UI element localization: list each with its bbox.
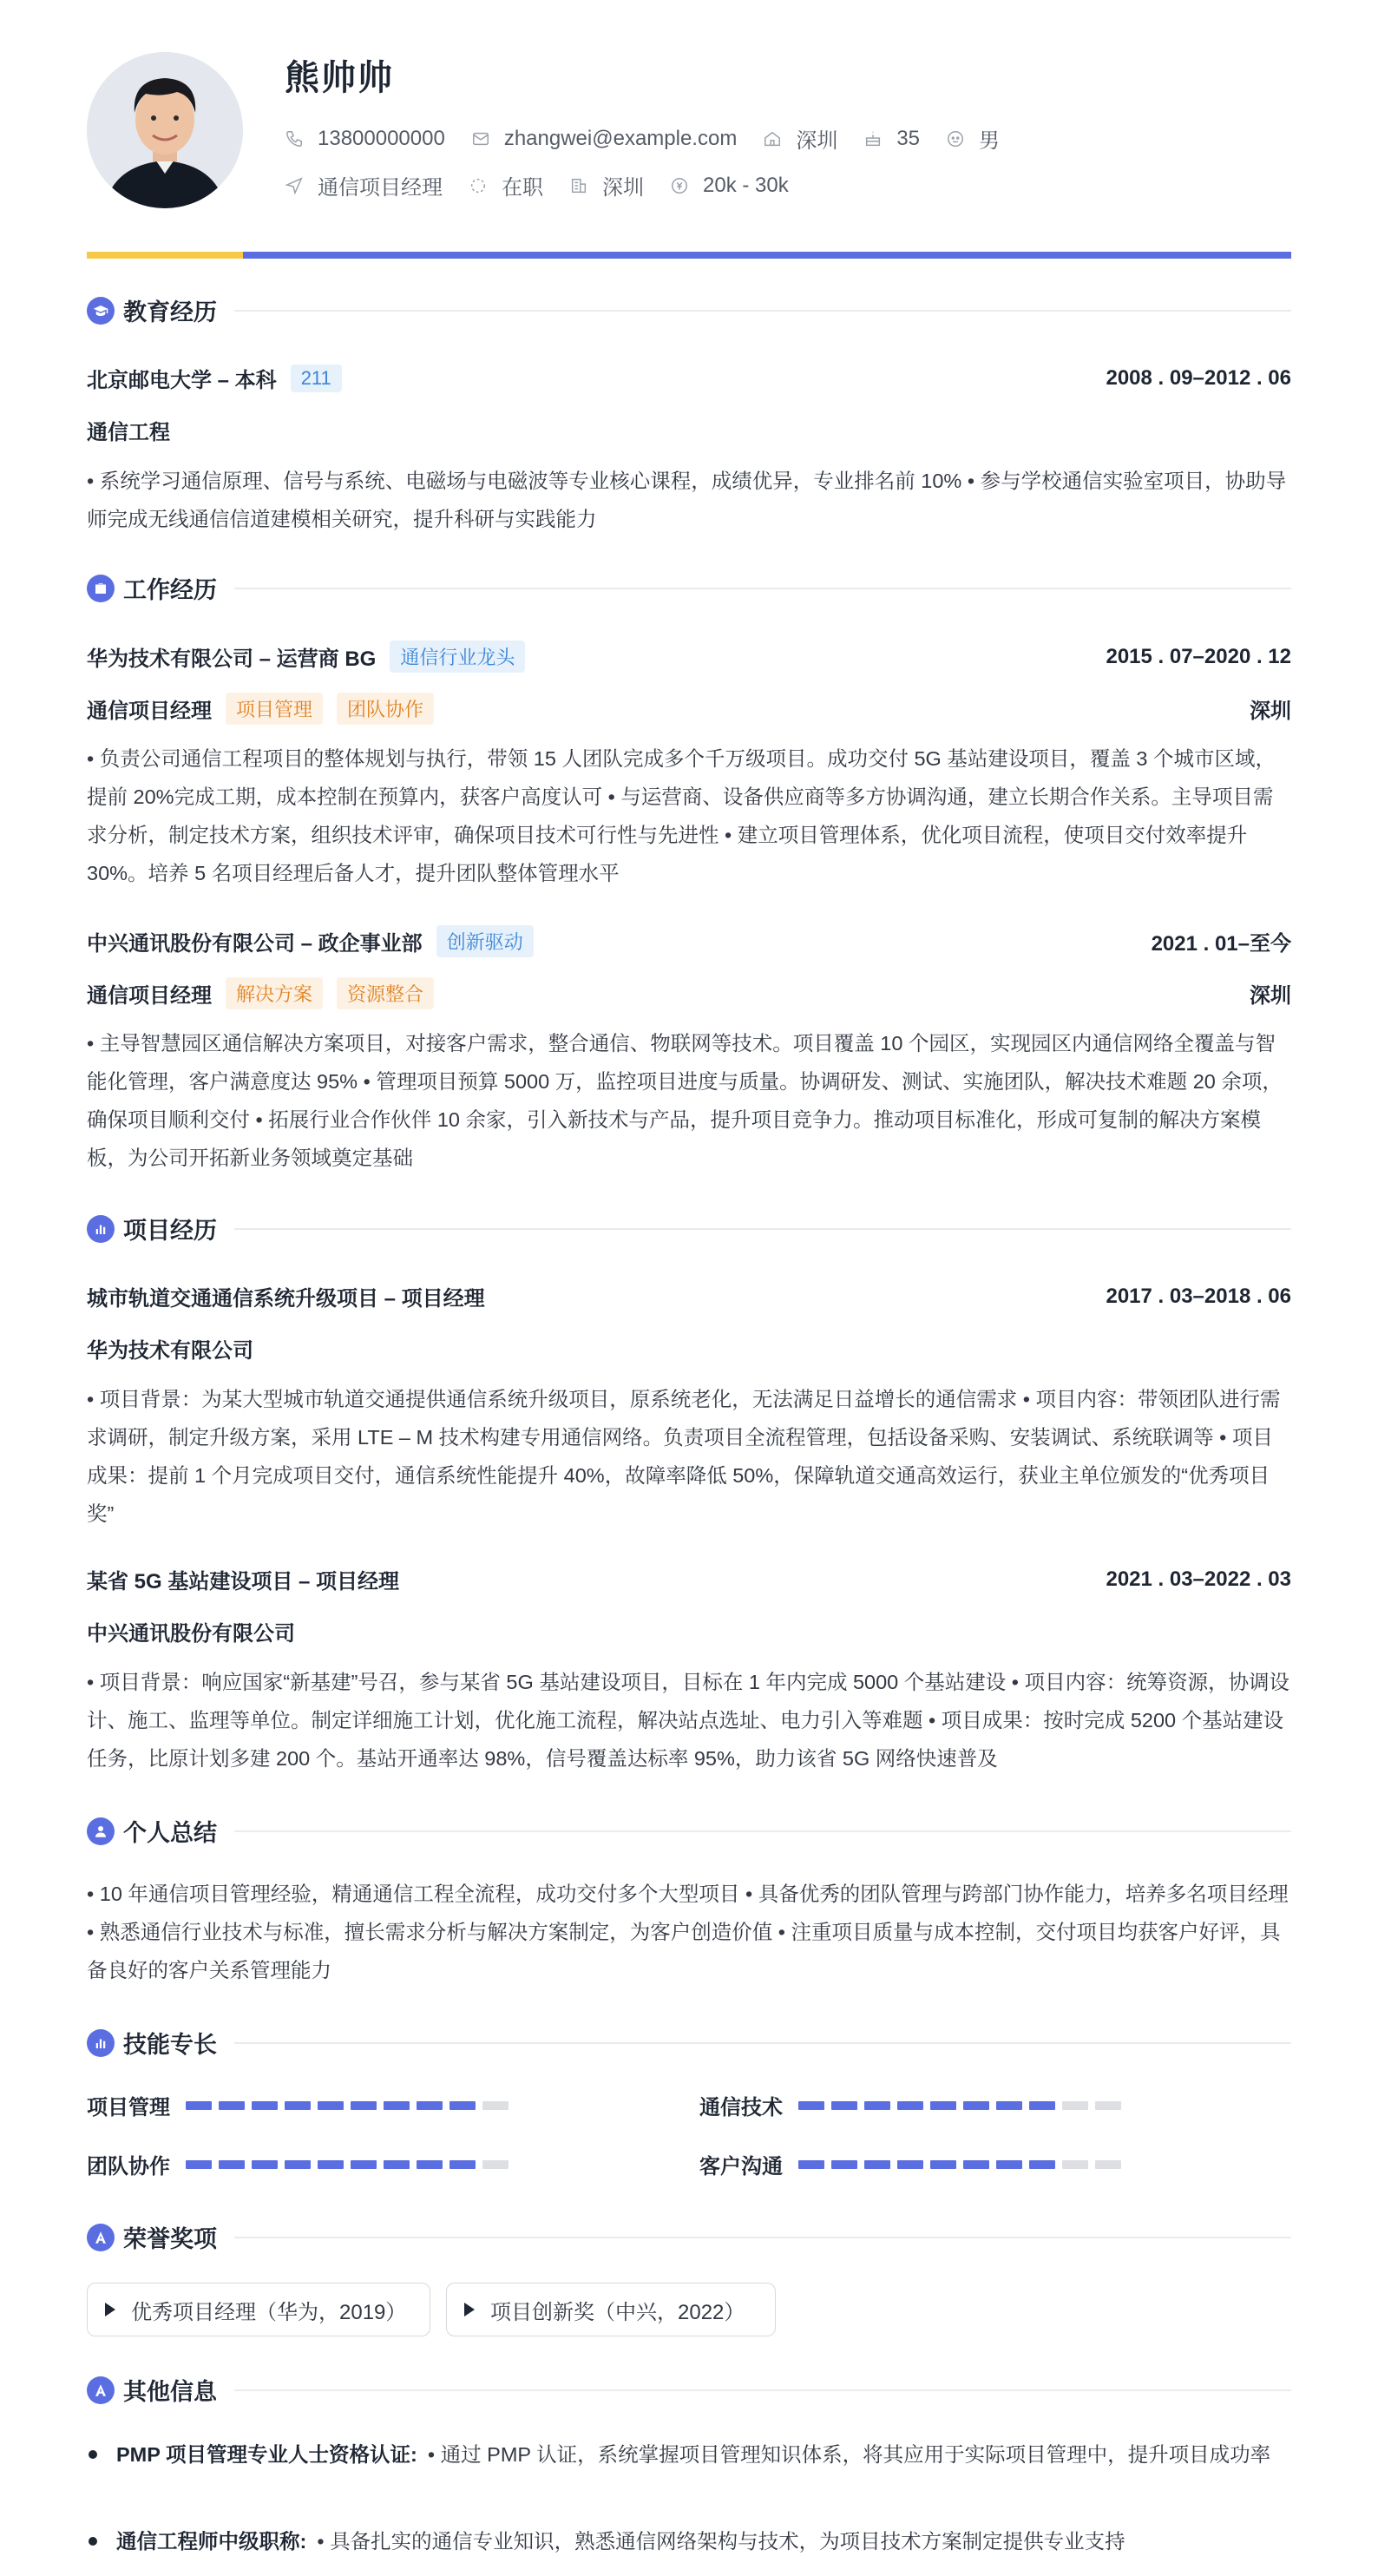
skill-dash-filled <box>449 2160 476 2169</box>
city-text: 深圳 <box>796 129 838 153</box>
job-title-item <box>285 170 443 200</box>
skill-dash-filled <box>219 2101 245 2110</box>
skill-dash-filled <box>219 2160 245 2169</box>
summary-text: • 10 年通信项目管理经验，精通通信工程全流程，成功交付多个大型项目 • 具备优秀的团队管理与跨部门协作能力，培养多名项目经理 • 熟悉通信行业技术与标准，擅长需求分析与解决方案制定，为客户创造价值 • 注重项目质量与成本控制，交付项目均获客户好评，具备良好的客户关系管理能力 <box>87 1883 1289 1981</box>
honor-text: 项目创新奖（中兴，2022） <box>490 2300 745 2324</box>
skill-dash-filled <box>864 2101 890 2110</box>
section-other <box>87 2373 1291 2407</box>
skill-name: 客户沟通 <box>699 2155 783 2178</box>
phone-icon <box>285 129 304 148</box>
skill-dash-filled <box>930 2101 956 2110</box>
work-desc: • 主导智慧园区通信解决方案项目，对接客户需求，整合通信、物联网等技术。项目覆盖 10 个园区，实现园区内通信网络全覆盖与智能化管理，客户满意度达 95% • 管理项目预算 5000 万，监控项目进度与质量。协调研发、测试、实施团队，解决技术难题 20 余项，确保项目顺利交付 • 拓展行业合作伙伴 10 余家，引入新技术与产品，提升项目竞争力。推动项目标准化，形成可复制的解决方案模板，为公司开拓新业务领域奠定基础 <box>87 1032 1283 1169</box>
coin-icon <box>670 176 689 195</box>
salary-text: 20k - 30k <box>703 173 789 197</box>
skill-dash-filled <box>186 2160 212 2169</box>
education-period: 2008 . 09–2012 . 06 <box>1106 365 1291 390</box>
section-title: 个人总结 <box>123 1820 217 1846</box>
status-item <box>469 170 543 200</box>
skill-dash-filled <box>831 2160 857 2169</box>
work-role-row <box>87 977 1291 1009</box>
company-tag: 通信行业龙头 <box>390 641 525 673</box>
section-honors <box>87 2220 1291 2254</box>
home-icon <box>763 129 782 148</box>
project-company: 华为技术有限公司 <box>87 1339 253 1363</box>
section-title: 工作经历 <box>123 577 217 603</box>
skill-dash-filled <box>798 2160 824 2169</box>
skill-dash-filled <box>864 2160 890 2169</box>
certificate-label: 通信工程师中级职称: <box>116 2530 307 2553</box>
section-summary <box>87 1814 1291 1848</box>
honor-chip <box>446 2283 776 2336</box>
skill-dash-filled <box>930 2160 956 2169</box>
skill-item <box>87 2090 515 2120</box>
project-desc: • 项目背景：为某大型城市轨道交通提供通信系统升级项目，原系统老化，无法满足日益增长的通信需求 • 项目内容：带领团队进行需求调研，制定升级方案，采用 LTE – M 技术构建专用通信网络。负责项目全流程管理，包括设备采购、安装调试、系统联调等 • 项目成果：提前 1 个月完成项目交付，通信系统性能提升 40%，故障率降低 50%，保障轨道交通高效运行，获业主单位颁发的“优秀项目奖” <box>87 1388 1281 1525</box>
skill-item <box>699 2149 1128 2179</box>
skill-dash-filled <box>831 2101 857 2110</box>
age-item <box>863 127 920 151</box>
skill-level-bar <box>798 2160 1128 2169</box>
skill-dash-filled <box>417 2160 443 2169</box>
status-text: 在职 <box>502 176 543 200</box>
work-header <box>87 641 1291 673</box>
skill-name: 通信技术 <box>699 2096 783 2119</box>
phone-item <box>285 127 445 151</box>
certificate-item <box>87 2522 1291 2560</box>
skill-dash-filled <box>252 2101 278 2110</box>
section-title: 项目经历 <box>123 1218 217 1244</box>
age-text: 35 <box>896 126 921 150</box>
skill-tag: 解决方案 <box>226 977 323 1009</box>
user-icon <box>87 1817 115 1845</box>
award-icon <box>87 2376 115 2404</box>
job-title-text: 通信项目经理 <box>318 176 443 200</box>
skill-dash-filled <box>897 2101 923 2110</box>
skill-item <box>87 2149 515 2179</box>
project-company-row <box>87 1333 1291 1364</box>
city-item <box>763 123 837 154</box>
certificate-label: PMP 项目管理专业人士资格认证: <box>116 2443 417 2466</box>
certificate-item <box>87 2435 1291 2474</box>
section-title: 其他信息 <box>123 2379 217 2405</box>
contact-row <box>285 123 1026 154</box>
skill-dash-filled <box>252 2160 278 2169</box>
skill-tag: 项目管理 <box>226 693 323 725</box>
company-name: 中兴通讯股份有限公司 – 政企事业部 <box>87 932 423 956</box>
skill-dash-filled <box>417 2101 443 2110</box>
school-name: 北京邮电大学 – 本科 <box>87 369 277 392</box>
company-tag: 创新驱动 <box>436 925 534 957</box>
building-icon <box>569 176 588 195</box>
work-desc: • 负责公司通信工程项目的整体规划与执行，带领 15 人团队完成多个千万级项目。成功交付 5G 基站建设项目，覆盖 3 个城市区域，提前 20%完成工期，成本控制在预算内，获客户高度认可 • 与运营商、设备供应商等多方协调沟通，建立长期合作关系。主导项目需求分析，制定技术方案，组织技术评审，确保项目技术可行性与先进性 • 建立项目管理体系，优化项目流程，使项目交付效率提升 30%。培养 5 名项目经理后备人才，提升团队整体管理水平 <box>87 747 1276 884</box>
skill-name: 项目管理 <box>87 2096 170 2119</box>
section-title: 荣誉奖项 <box>123 2226 217 2252</box>
graduation-cap-icon <box>87 297 115 325</box>
project-period: 2021 . 03–2022 . 03 <box>1106 1567 1291 1591</box>
work-role-row <box>87 693 1291 725</box>
skill-tag: 资源整合 <box>337 977 434 1009</box>
skill-dash-filled <box>963 2160 989 2169</box>
skill-dash-filled <box>351 2101 377 2110</box>
bar-chart-icon <box>87 1215 115 1243</box>
project-name: 某省 5G 基站建设项目 – 项目经理 <box>87 1570 400 1594</box>
role: 通信项目经理 <box>87 984 212 1008</box>
target-city-text: 深圳 <box>602 176 644 200</box>
skill-dash-filled <box>285 2101 311 2110</box>
gender-text: 男 <box>979 129 1001 153</box>
skill-level-bar <box>186 2101 515 2110</box>
skill-tag: 团队协作 <box>337 693 434 725</box>
section-projects <box>87 1212 1291 1245</box>
mail-icon <box>471 129 490 148</box>
skill-dash-empty <box>1062 2160 1088 2169</box>
skill-dash-filled <box>996 2160 1022 2169</box>
project-company: 中兴通讯股份有限公司 <box>87 1622 295 1646</box>
salary-item <box>670 174 789 198</box>
project-name: 城市轨道交通通信系统升级项目 – 项目经理 <box>87 1287 485 1311</box>
skill-dash-filled <box>351 2160 377 2169</box>
skill-dash-filled <box>1029 2160 1055 2169</box>
bar-chart-icon <box>87 2029 115 2057</box>
work-period: 2021 . 01–至今 <box>1151 932 1291 956</box>
honor-text: 优秀项目经理（华为，2019） <box>131 2300 407 2324</box>
avatar <box>87 52 243 208</box>
skill-dash-filled <box>318 2101 344 2110</box>
role: 通信项目经理 <box>87 700 212 723</box>
major: 通信工程 <box>87 421 170 444</box>
project-company-row <box>87 1616 1291 1646</box>
briefcase-icon <box>87 575 115 602</box>
project-desc: • 项目背景：响应国家“新基建”号召，参与某省 5G 基站建设项目，目标在 1 年内完成 5000 个基站建设 • 项目内容：统筹资源，协调设计、施工、监理等单位。制定详细施工计划，优化施工流程，解决站点选址、电力引入等难题 • 项目成果：按时完成 5200 个基站建设任务，比原计划多建 200 个。基站开通率达 98%，信号覆盖达标率 95%，助力该省 5G 网络快速普及 <box>87 1671 1290 1770</box>
project-header <box>87 1281 1291 1311</box>
certificate-text: • 通过 PMP 认证，系统掌握项目管理知识体系，将其应用于实际项目管理中，提升项目成功率 <box>427 2443 1271 2466</box>
honor-chip <box>87 2283 430 2336</box>
skill-level-bar <box>798 2101 1128 2110</box>
face-icon <box>946 129 965 148</box>
send-icon <box>285 176 304 195</box>
skill-dash-filled <box>963 2101 989 2110</box>
skill-dash-filled <box>449 2101 476 2110</box>
section-title: 技能专长 <box>123 2032 217 2058</box>
skill-dash-empty <box>1095 2101 1121 2110</box>
work-period: 2015 . 07–2020 . 12 <box>1106 644 1291 668</box>
play-icon <box>464 2303 475 2316</box>
section-work <box>87 571 1291 605</box>
school-tag: 211 <box>291 365 342 392</box>
cake-icon <box>863 129 883 148</box>
education-major-row <box>87 415 1291 445</box>
header-divider <box>87 252 1291 259</box>
skill-dash-filled <box>1029 2101 1055 2110</box>
education-header <box>87 363 1291 393</box>
gender-item <box>946 123 1000 154</box>
skill-level-bar <box>186 2160 515 2169</box>
skill-item <box>699 2090 1128 2120</box>
job-intent-row <box>285 170 815 200</box>
work-header <box>87 925 1291 957</box>
skill-dash-filled <box>798 2101 824 2110</box>
email-item <box>471 127 738 151</box>
skill-dash-empty <box>1062 2101 1088 2110</box>
skill-dash-filled <box>318 2160 344 2169</box>
work-city: 深圳 <box>1250 984 1291 1008</box>
skill-dash-filled <box>186 2101 212 2110</box>
project-header <box>87 1564 1291 1594</box>
section-skills <box>87 2026 1291 2060</box>
work-city: 深圳 <box>1250 700 1291 723</box>
profile-header <box>87 0 1291 253</box>
section-education <box>87 293 1291 327</box>
section-title: 教育经历 <box>123 299 217 325</box>
skill-dash-empty <box>482 2160 509 2169</box>
skill-dash-empty <box>482 2101 509 2110</box>
company-name: 华为技术有限公司 – 运营商 BG <box>87 647 377 671</box>
education-desc: • 系统学习通信原理、信号与系统、电磁场与电磁波等专业核心课程，成绩优异，专业排名前 10% • 参与学校通信实验室项目，协助导师完成无线通信信道建模相关研究，提升科研与实践能力 <box>87 470 1287 530</box>
project-period: 2017 . 03–2018 . 06 <box>1106 1284 1291 1308</box>
skill-dash-filled <box>996 2101 1022 2110</box>
target-city-item <box>569 170 644 200</box>
skill-dash-filled <box>384 2160 410 2169</box>
skill-dash-filled <box>384 2101 410 2110</box>
skill-dash-filled <box>285 2160 311 2169</box>
skill-name: 团队协作 <box>87 2155 170 2178</box>
email-text: zhangwei@example.com <box>503 126 738 150</box>
candidate-name: 熊帅帅 <box>285 59 394 97</box>
certificate-text: • 具备扎实的通信专业知识，熟悉通信网络架构与技术，为项目技术方案制定提供专业支持 <box>317 2530 1125 2553</box>
skill-dash-filled <box>897 2160 923 2169</box>
skill-dash-empty <box>1095 2160 1121 2169</box>
award-icon <box>87 2224 115 2251</box>
play-icon <box>105 2303 115 2316</box>
status-icon <box>469 176 488 195</box>
phone-text: 13800000000 <box>318 126 445 150</box>
